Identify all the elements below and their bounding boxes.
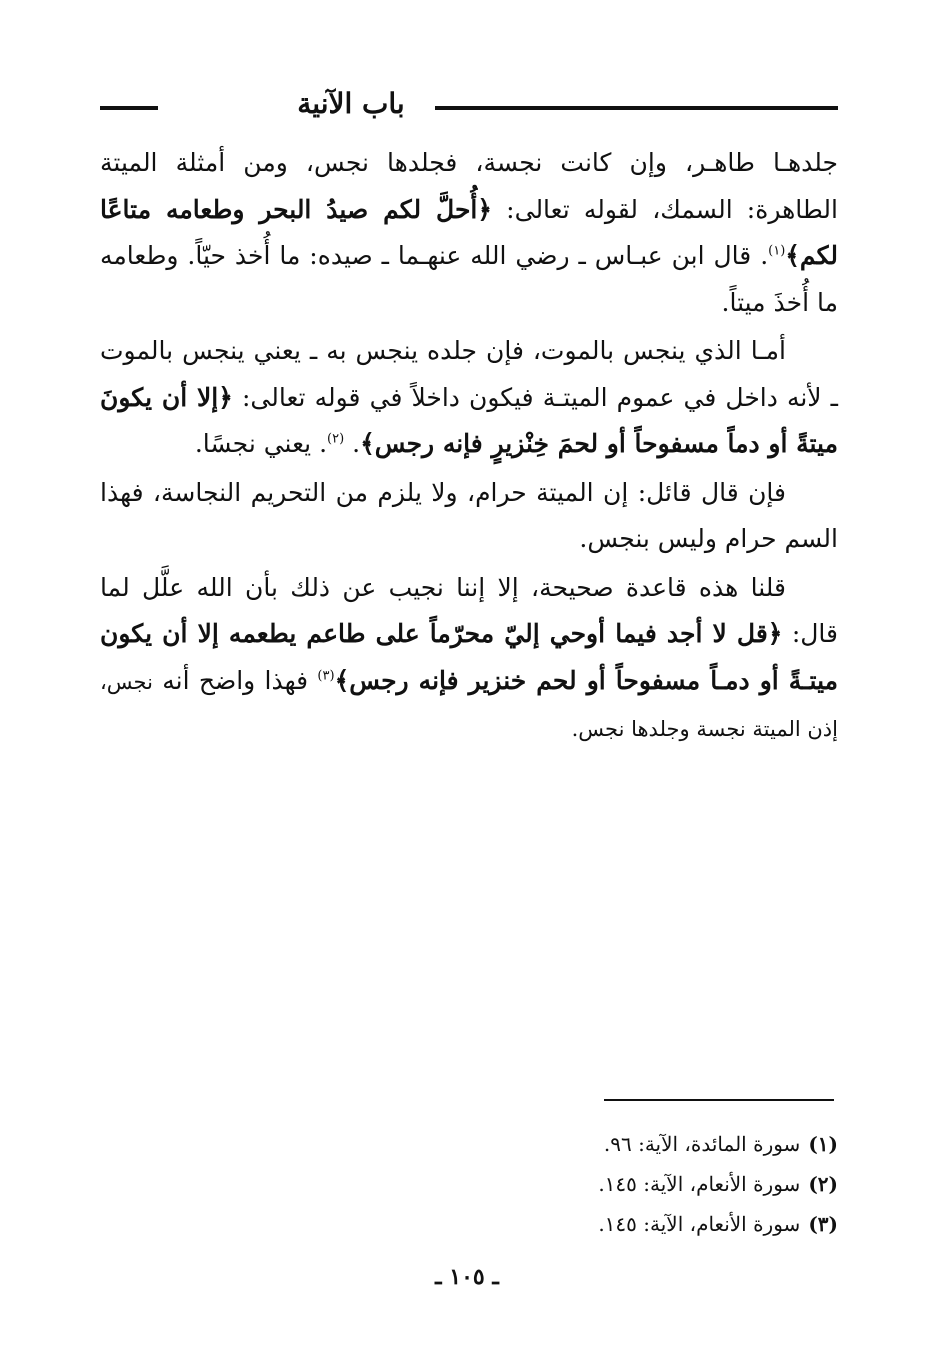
body-text <box>100 140 838 753</box>
paragraph-1-text-a: جلدهـا طاهـر، وإن كانت نجسة، فجلدها نجس، ومن أمثلة الميتة الطاهرة: السمك، لقوله تعالى: <box>100 148 838 224</box>
footnote-text: سورة الأنعام، الآية: ١٤٥. <box>598 1212 801 1236</box>
paragraph-1 <box>100 140 838 326</box>
footnote-number: (٣) <box>808 1212 838 1236</box>
paragraph-4-text-b: فهذا واضح أنه <box>152 665 318 695</box>
paragraph-2 <box>100 328 838 468</box>
paragraph-1-text-b: . قال ابن عبـاس ـ رضي الله عنهـما ـ صيده: ما أُخذ حيّاً. وطعامه ما أُخذَ ميتاً. <box>100 241 838 317</box>
page-header <box>100 84 838 124</box>
quran-verse-2: ﴿إلا أن يكونَ ميتةً أو دماً مسفوحاً أو لحمَ خِنْزيرٍ فإنه رجس﴾ <box>100 382 838 458</box>
header-rule-left <box>100 106 158 110</box>
chapter-title: باب الآنية <box>297 87 405 120</box>
footnote-item <box>430 1204 838 1244</box>
footnote-ref-2: (٢) <box>327 431 345 447</box>
footnote-number: (٢) <box>808 1172 838 1196</box>
footnote-text: سورة المائدة، الآية: ٩٦. <box>603 1132 801 1156</box>
paragraph-2-punct: . <box>344 429 361 458</box>
quran-verse-3: ﴿قل لا أجد فيما أوحي إليّ محرّماً على طاعم يطعمه إلا أن يكون ميتـةً أو دمـاً مسفوحاً أو لحم خنزير فإنه رجس﴾ <box>100 619 839 695</box>
quran-verse-1: ﴿أُحلَّ لكم صيدُ البحر وطعامه متاعًا لكم﴾ <box>100 194 838 270</box>
footnote-text: سورة الأنعام، الآية: ١٤٥. <box>598 1172 801 1196</box>
paragraph-2-text-a: أمـا الذي ينجس بالموت، فإن جلده ينجس به ـ يعني ينجس بالموت ـ لأنه داخل في عموم الميتـة فيكون داخلاً في قوله تعالى: <box>100 336 838 412</box>
header-rule-right <box>435 106 838 110</box>
footnote-number: (١) <box>808 1132 838 1156</box>
footnotes <box>430 1124 838 1244</box>
footnote-item <box>430 1124 838 1164</box>
footnote-divider <box>604 1099 834 1101</box>
footnote-item <box>430 1164 838 1204</box>
page-number: ـ ١٠٥ ـ <box>435 1264 499 1290</box>
paragraph-3-text: فإن قال قائل: إن الميتة حرام، ولا يلزم من التحريم النجاسة، فهذا السم حرام وليس بنجس. <box>100 477 838 553</box>
paragraph-3 <box>100 470 838 563</box>
footnote-ref-1: (١) <box>768 243 786 259</box>
paragraph-4-text-c: نجس، إذن الميتة نجسة وجلدها نجس. <box>100 669 838 741</box>
footnote-ref-3: (٣) <box>317 668 335 684</box>
paragraph-4 <box>100 565 838 753</box>
paragraph-4-text-a: قلنا هذه قاعدة صحيحة، إلا إننا نجيب عن ذلك بأن الله علَّل لما قال: <box>100 572 838 648</box>
paragraph-2-text-b: . يعني نجسًا. <box>194 429 328 458</box>
